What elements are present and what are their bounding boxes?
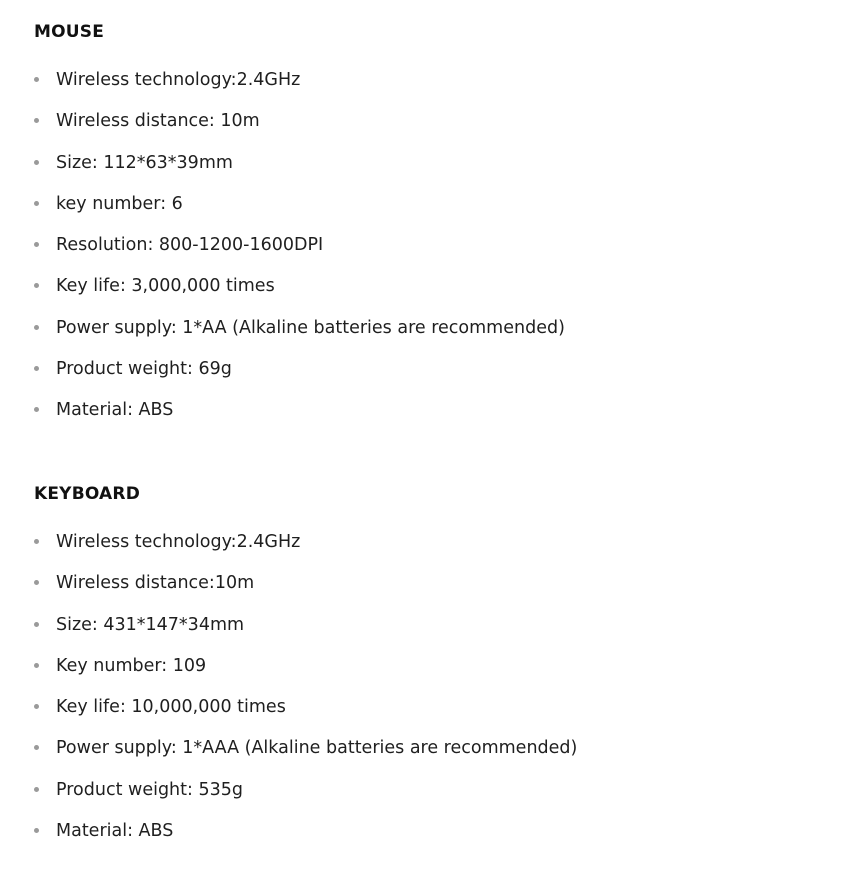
spec-text: Key life: 10,000,000 times xyxy=(56,697,286,718)
spec-text: Key number: 109 xyxy=(56,655,207,676)
spec-text: Material: ABS xyxy=(56,821,174,842)
bullet-icon xyxy=(34,828,39,833)
spec-text: Product weight: 535g xyxy=(56,779,243,800)
spec-text: Power supply: 1*AA (Alkaline batteries are recommended) xyxy=(56,317,565,338)
mouse-spec-item-key-number xyxy=(34,192,814,233)
mouse-spec-item-product-weight xyxy=(34,357,814,398)
spec-text: Key life: 3,000,000 times xyxy=(56,276,275,297)
bullet-icon xyxy=(34,622,39,627)
keyboard-spec-item-wireless-distance xyxy=(34,571,814,612)
spec-text: Resolution: 800-1200-1600DPI xyxy=(56,235,324,256)
keyboard-spec-item-material xyxy=(34,819,814,860)
keyboard-spec-item-wireless-technology xyxy=(34,530,814,571)
bullet-icon xyxy=(34,787,39,792)
bullet-icon xyxy=(34,539,39,544)
bullet-icon xyxy=(34,704,39,709)
bullet-icon xyxy=(34,580,39,585)
spec-text: Size: 112*63*39mm xyxy=(56,152,233,173)
spec-text: Wireless technology:2.4GHz xyxy=(56,532,301,552)
mouse-spec-item-wireless-technology xyxy=(34,68,814,109)
mouse-spec-item-material xyxy=(34,398,814,439)
mouse-spec-item-size xyxy=(34,151,814,192)
bullet-icon xyxy=(34,160,39,165)
keyboard-spec-list xyxy=(34,530,814,860)
mouse-spec-list xyxy=(34,68,814,440)
bullet-icon xyxy=(34,407,39,412)
mouse-spec-section xyxy=(34,20,814,440)
spec-text: Power supply: 1*AAA (Alkaline batteries are recommended) xyxy=(56,738,578,759)
bullet-icon xyxy=(34,663,39,668)
keyboard-spec-item-size xyxy=(34,613,814,654)
mouse-spec-item-resolution xyxy=(34,233,814,274)
bullet-icon xyxy=(34,283,39,288)
mouse-spec-item-key-life xyxy=(34,274,814,315)
spec-text: Wireless distance: 10m xyxy=(56,111,260,132)
bullet-icon xyxy=(34,118,39,123)
mouse-spec-item-power-supply xyxy=(34,316,814,357)
bullet-icon xyxy=(34,366,39,371)
spec-text: key number: 6 xyxy=(56,193,183,214)
keyboard-section-title: KEYBOARD xyxy=(34,484,141,504)
spec-text: Size: 431*147*34mm xyxy=(56,614,245,635)
keyboard-spec-item-key-number xyxy=(34,654,814,695)
spec-text: Wireless technology:2.4GHz xyxy=(56,70,301,90)
spec-text: Material: ABS xyxy=(56,400,174,421)
keyboard-spec-item-product-weight xyxy=(34,778,814,819)
mouse-spec-item-wireless-distance xyxy=(34,109,814,150)
bullet-icon xyxy=(34,325,39,330)
bullet-icon xyxy=(34,745,39,750)
bullet-icon xyxy=(34,201,39,206)
bullet-icon xyxy=(34,242,39,247)
mouse-section-title: MOUSE xyxy=(34,22,105,42)
spec-text: Product weight: 69g xyxy=(56,359,232,380)
spec-text: Wireless distance:10m xyxy=(56,573,255,594)
bullet-icon xyxy=(34,77,39,82)
keyboard-spec-item-key-life xyxy=(34,695,814,736)
keyboard-spec-item-power-supply xyxy=(34,736,814,777)
keyboard-spec-section xyxy=(34,482,814,860)
